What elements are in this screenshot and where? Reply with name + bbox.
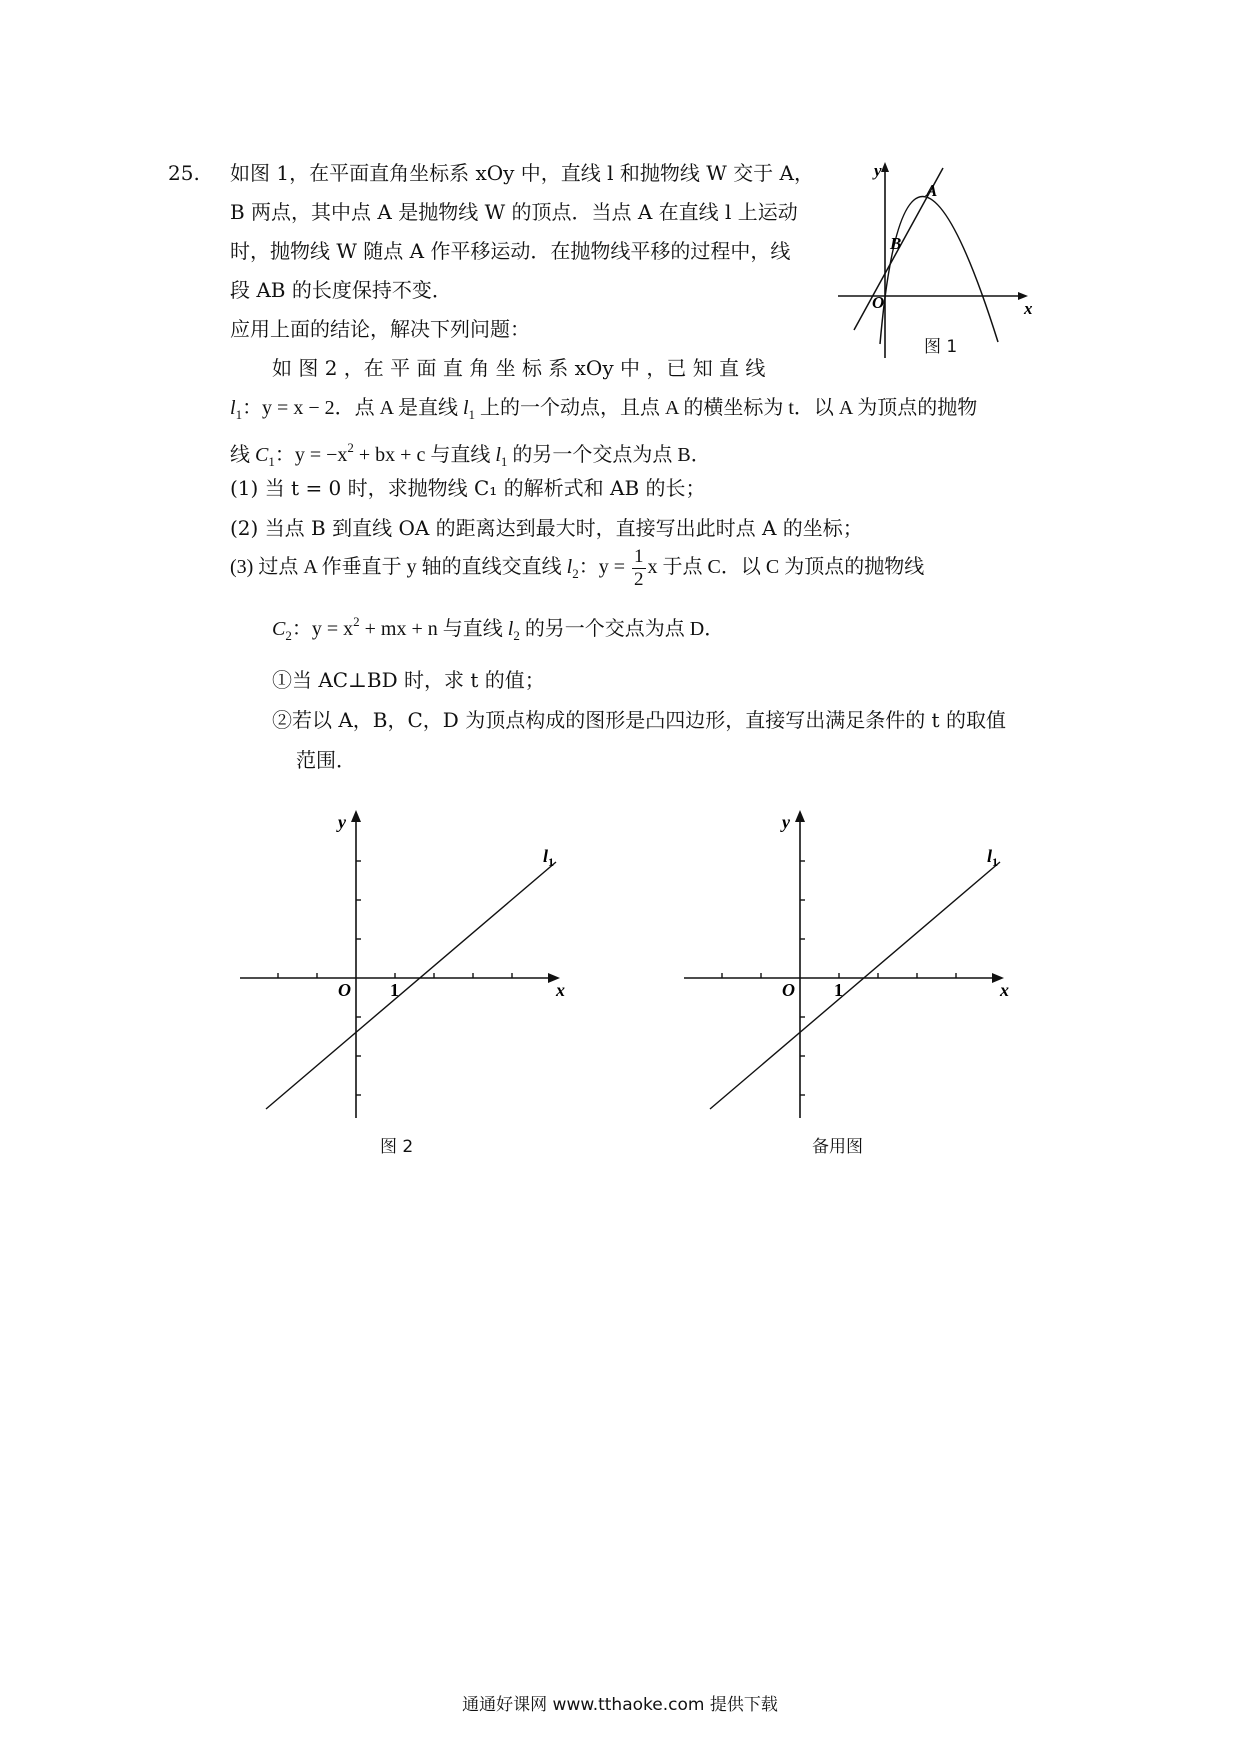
figure-backup-l1-label: $l_1$ (987, 846, 999, 869)
given-text-f: + bx + c 与直线 (353, 444, 496, 466)
parabola-c1-subscript: 1 (268, 454, 275, 469)
figure-1-y-label: y (874, 161, 882, 180)
question-1: (1) 当 t = 0 时，求抛物线 C₁ 的解析式和 AB 的长； (230, 476, 706, 500)
question-2: (2) 当点 B 到直线 OA 的距离达到最大时，直接写出此时点 A 的坐标； (230, 516, 863, 540)
figure-1 (838, 158, 1038, 360)
fraction-denominator: 2 (634, 568, 644, 590)
figure-2-x-label: x (556, 980, 565, 1000)
square-exponent: 2 (353, 614, 360, 629)
line-l2-subscript: 2 (572, 566, 579, 581)
question-3-text-b: ：y = (578, 556, 626, 578)
question-3-text-d: ：y = x (291, 618, 354, 640)
parabola-c2-subscript: 2 (285, 628, 292, 643)
figure-2-line-l1 (266, 862, 556, 1109)
line-l1-symbol: l (462, 397, 469, 419)
question-3-text-a: (3) 过点 A 作垂直于 y 轴的直线交直线 (230, 556, 567, 578)
given-line-1: 如 图 2 ，在 平 面 直 角 坐 标 系 xOy 中 ，已 知 直 线 (272, 356, 766, 380)
intro-line-2: B 两点，其中点 A 是抛物线 W 的顶点．当点 A 在直线 l 上运动 (230, 200, 798, 224)
question-3-text-e: + mx + n 与直线 (359, 618, 508, 640)
question-3-part-2: ②若以 A，B，C，D 为顶点构成的图形是凸四边形，直接写出满足条件的 t 的取值 (272, 708, 1006, 732)
figure-1-caption: 图 1 (924, 337, 958, 357)
given-text-c: 上的一个动点，且点 A 的横坐标为 t．以 A 为顶点的抛物 (475, 397, 978, 419)
square-exponent: 2 (347, 440, 354, 455)
figure-backup-caption: 备用图 (812, 1137, 863, 1157)
given-text-e: ：y = −x (274, 444, 348, 466)
line-l1-symbol: l (495, 444, 501, 466)
question-3-text-c: x 于点 C．以 C 为顶点的抛物线 (647, 556, 925, 578)
figure-1-y-arrow (881, 162, 889, 172)
figure-backup (682, 800, 1022, 1120)
figure-backup-unit-label: 1 (834, 980, 843, 1000)
figure-backup-line-l1 (710, 862, 1000, 1109)
figure-1-origin-label: O (872, 293, 885, 312)
line-l2-symbol: l (566, 556, 573, 578)
parabola-c1-symbol: C (255, 444, 269, 466)
intro-line-4: 段 AB 的长度保持不变． (230, 278, 452, 302)
figure-2-y-arrow (351, 810, 361, 822)
figure-1-parabola (880, 196, 998, 344)
figure-backup-y-label: y (782, 812, 790, 832)
question-3-text-f: 的另一个交点为点 D． (519, 618, 725, 640)
figure-1-point-a-label: A (926, 181, 938, 200)
parabola-c2-symbol: C (272, 618, 286, 640)
question-3 (230, 545, 924, 596)
fraction-one-half (632, 546, 646, 591)
figure-backup-y-arrow (795, 810, 805, 822)
figure-2 (238, 800, 578, 1120)
fraction-numerator: 1 (634, 545, 644, 567)
line-l1-symbol: l (230, 397, 236, 419)
given-line-2 (230, 393, 977, 430)
figure-2-l1-label: $l_1$ (543, 846, 555, 869)
figure-backup-x-label: x (1000, 980, 1009, 1000)
figure-2-unit-label: 1 (390, 980, 399, 1000)
line-l2-symbol: l (507, 618, 514, 640)
line-l1-subscript: 1 (500, 454, 508, 469)
figure-2-caption: 图 2 (380, 1137, 414, 1157)
question-3-part-1: ①当 AC⊥BD 时，求 t 的值； (272, 668, 545, 692)
given-text-b: ：y = x − 2．点 A 是直线 (242, 397, 463, 419)
given-text-g: 的另一个交点为点 B． (507, 444, 711, 466)
given-text-d: 线 (230, 444, 255, 466)
figure-2-y-label: y (338, 812, 346, 832)
question-3-part-2-continued: 范围． (296, 748, 356, 772)
intro-line-1: 如图 1，在平面直角坐标系 xOy 中，直线 l 和抛物线 W 交于 A， (230, 161, 814, 185)
given-line-3 (230, 433, 711, 477)
figure-1-point-b-label: B (890, 234, 902, 253)
line-l2-subscript: 2 (513, 628, 520, 643)
question-3-continued (272, 607, 724, 651)
figure-backup-origin-label: O (782, 980, 795, 1000)
line-l1-subscript: 1 (468, 407, 476, 422)
line-l1-subscript: 1 (235, 407, 243, 422)
intro-line-5: 应用上面的结论，解决下列问题： (230, 317, 530, 341)
intro-line-3: 时，抛物线 W 随点 A 作平移运动．在抛物线平移的过程中，线 (230, 239, 791, 263)
figure-1-x-label: x (1024, 299, 1033, 318)
figure-2-origin-label: O (338, 980, 351, 1000)
problem-number: 25. (168, 161, 200, 185)
footer-source: 通通好课网 www.tthaoke.com 提供下载 (462, 1695, 778, 1715)
